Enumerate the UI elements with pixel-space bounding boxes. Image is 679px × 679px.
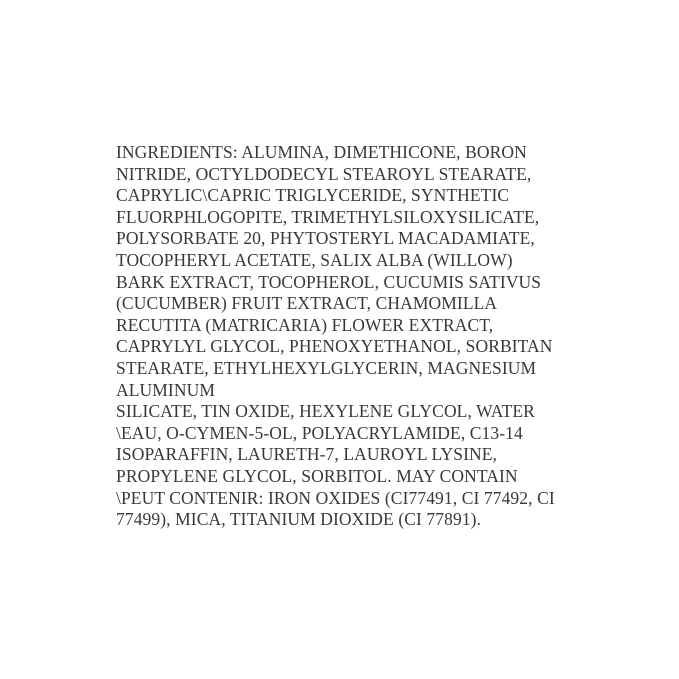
ingredient-line: 77499), MICA, TITANIUM DIOXIDE (CI 77891). bbox=[116, 509, 482, 530]
ingredient-line: PROPYLENE GLYCOL, SORBITOL. MAY CONTAIN bbox=[116, 465, 518, 486]
ingredient-line: SILICATE, TIN OXIDE, HEXYLENE GLYCOL, WATER bbox=[116, 401, 535, 422]
ingredient-line: ALUMINUM bbox=[116, 379, 215, 400]
ingredient-line: INGREDIENTS: ALUMINA, DIMETHICONE, BORON bbox=[116, 142, 527, 162]
ingredients-text-block bbox=[116, 142, 596, 531]
ingredient-line: BARK EXTRACT, TOCOPHEROL, CUCUMIS SATIVUS bbox=[116, 271, 542, 292]
ingredient-line: POLYSORBATE 20, PHYTOSTERYL MACADAMIATE, bbox=[116, 228, 535, 249]
ingredient-line: NITRIDE, OCTYLDODECYL STEAROYL STEARATE, bbox=[116, 163, 532, 184]
ingredient-line: FLUORPHLOGOPITE, TRIMETHYLSILOXYSILICATE, bbox=[116, 206, 540, 227]
ingredient-line: ISOPARAFFIN, LAURETH-7, LAUROYL LYSINE, bbox=[116, 444, 498, 465]
ingredient-line: RECUTITA (MATRICARIA) FLOWER EXTRACT, bbox=[116, 314, 494, 335]
ingredient-line: \EAU, O-CYMEN-5-OL, POLYACRYLAMIDE, C13-14 bbox=[116, 422, 523, 443]
ingredient-line: \PEUT CONTENIR: IRON OXIDES (CI77491, CI 77492, CI bbox=[116, 487, 555, 508]
ingredient-line: STEARATE, ETHYLHEXYLGLYCERIN, MAGNESIUM bbox=[116, 357, 537, 378]
ingredient-line: TOCOPHERYL ACETATE, SALIX ALBA (WILLOW) bbox=[116, 249, 513, 270]
ingredient-line: CAPRYLIC\CAPRIC TRIGLYCERIDE, SYNTHETIC bbox=[116, 185, 510, 206]
ingredient-line: CAPRYLYL GLYCOL, PHENOXYETHANOL, SORBITAN bbox=[116, 336, 553, 357]
ingredient-line: (CUCUMBER) FRUIT EXTRACT, CHAMOMILLA bbox=[116, 293, 498, 314]
